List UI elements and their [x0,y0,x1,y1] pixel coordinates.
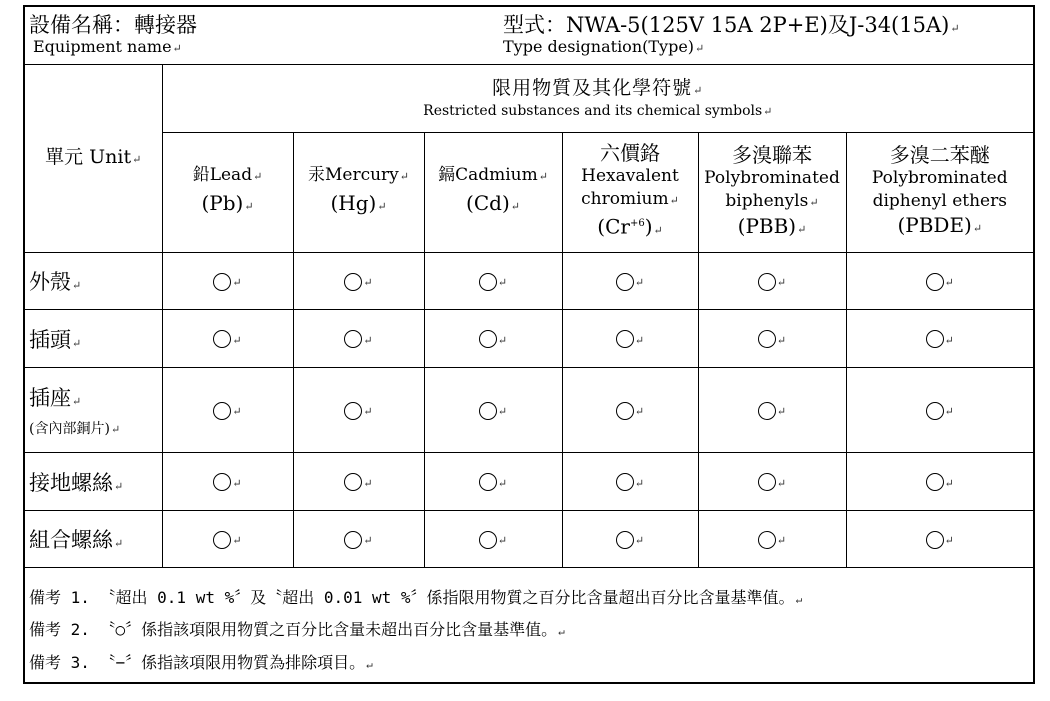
note-2: 備考 2. 〝○〞係指該項限用物質之百分比含量未超出百分比含量基準值。↵ [29,620,565,639]
circle-mark-icon [926,473,944,491]
cell-mark: ↵ [424,310,562,368]
cell-mark: ↵ [698,368,846,453]
cell-mark: ↵ [698,511,846,568]
cell-mark: ↵ [562,253,698,310]
circle-mark-icon [479,531,497,549]
table-row [25,368,1033,453]
circle-mark-icon [344,531,362,549]
equipment-name-zh: 設備名稱：轉接器 [29,13,197,37]
cell-mark: ↵ [424,511,562,568]
cell-mark: ↵ [562,368,698,453]
col-header-mercury: 汞Mercury↵ (Hg)↵ [293,133,424,253]
row-label: 接地螺絲↵ [25,453,162,511]
circle-mark-icon [758,531,776,549]
circle-mark-icon [213,531,231,549]
cell-mark: ↵ [293,253,424,310]
cell-mark: ↵ [562,310,698,368]
circle-mark-icon [213,473,231,491]
circle-mark-icon [616,473,634,491]
circle-mark-icon [758,402,776,420]
table-row [25,453,1033,511]
cell-mark: ↵ [846,310,1033,368]
cell-mark: ↵ [162,453,293,511]
cell-mark: ↵ [562,453,698,511]
circle-mark-icon [344,402,362,420]
cell-mark: ↵ [846,453,1033,511]
col-header-lead: 鉛Lead↵ (Pb)↵ [162,133,293,253]
circle-mark-icon [213,330,231,348]
circle-mark-icon [926,531,944,549]
circle-mark-icon [926,273,944,291]
row-label: 組合螺絲↵ [25,511,162,568]
col-header-cadmium: 鎘Cadmium↵ (Cd)↵ [424,133,562,253]
cell-mark: ↵ [424,368,562,453]
cell-mark: ↵ [698,253,846,310]
cell-mark: ↵ [846,253,1033,310]
row-label: 外殼↵ [25,253,162,310]
document-header [25,7,1033,65]
cell-mark: ↵ [293,368,424,453]
cell-mark: ↵ [293,310,424,368]
circle-mark-icon [344,273,362,291]
equipment-name-en: Equipment name↵ [33,37,182,56]
circle-mark-icon [479,273,497,291]
circle-mark-icon [616,402,634,420]
cell-mark: ↵ [162,310,293,368]
circle-mark-icon [926,330,944,348]
cell-mark: ↵ [698,453,846,511]
table-row [25,310,1033,368]
circle-mark-icon [479,330,497,348]
row-label: 插頭↵ [25,310,162,368]
cell-mark: ↵ [424,253,562,310]
row-label: 插座↵ (含內部銅片)↵ [25,368,162,453]
col-header-pbde: 多溴二苯醚 Polybrominated diphenyl ethers (PBDE)↵ [846,133,1033,253]
cell-mark: ↵ [293,453,424,511]
cell-mark: ↵ [846,368,1033,453]
table-row [25,511,1033,568]
table-row [25,253,1033,310]
cell-mark: ↵ [562,511,698,568]
cell-mark: ↵ [162,368,293,453]
circle-mark-icon [926,402,944,420]
circle-mark-icon [616,273,634,291]
circle-mark-icon [758,330,776,348]
circle-mark-icon [213,402,231,420]
col-header-hexavalent-chromium: 六價鉻 Hexavalent chromium↵ $(Cr^{+6})↵$ [562,133,698,253]
circle-mark-icon [344,473,362,491]
note-3: 備考 3. 〝−〞係指該項限用物質為排除項目。↵ [29,653,373,672]
cell-mark: ↵ [846,511,1033,568]
circle-mark-icon [479,402,497,420]
circle-mark-icon [616,531,634,549]
col-header-pbb: 多溴聯苯 Polybrominated biphenyls↵ (PBB)↵ [698,133,846,253]
circle-mark-icon [213,273,231,291]
circle-mark-icon [479,473,497,491]
circle-mark-icon [758,273,776,291]
restricted-substances-header: 限用物質及其化學符號↵ Restricted substances and its chemical symbols↵ [162,65,1033,133]
cell-mark: ↵ [698,310,846,368]
cell-mark: ↵ [162,253,293,310]
circle-mark-icon [758,473,776,491]
cell-mark: ↵ [162,511,293,568]
circle-mark-icon [344,330,362,348]
substance-table [25,64,1033,568]
type-designation-en: Type designation(Type)↵ [503,37,705,56]
type-designation-zh: 型式：NWA-5(125V 15A 2P+E)及J-34(15A)↵ [503,13,960,37]
note-1: 備考 1. 〝超出 0.1 wt %〞及〝超出 0.01 wt %〞係指限用物質之百分比含量超出百分比含量基準值。↵ [29,588,803,607]
unit-header: 單元 Unit↵ [25,65,162,253]
cell-mark: ↵ [424,453,562,511]
circle-mark-icon [616,330,634,348]
cell-mark: ↵ [293,511,424,568]
rohs-declaration-table [23,5,1035,684]
